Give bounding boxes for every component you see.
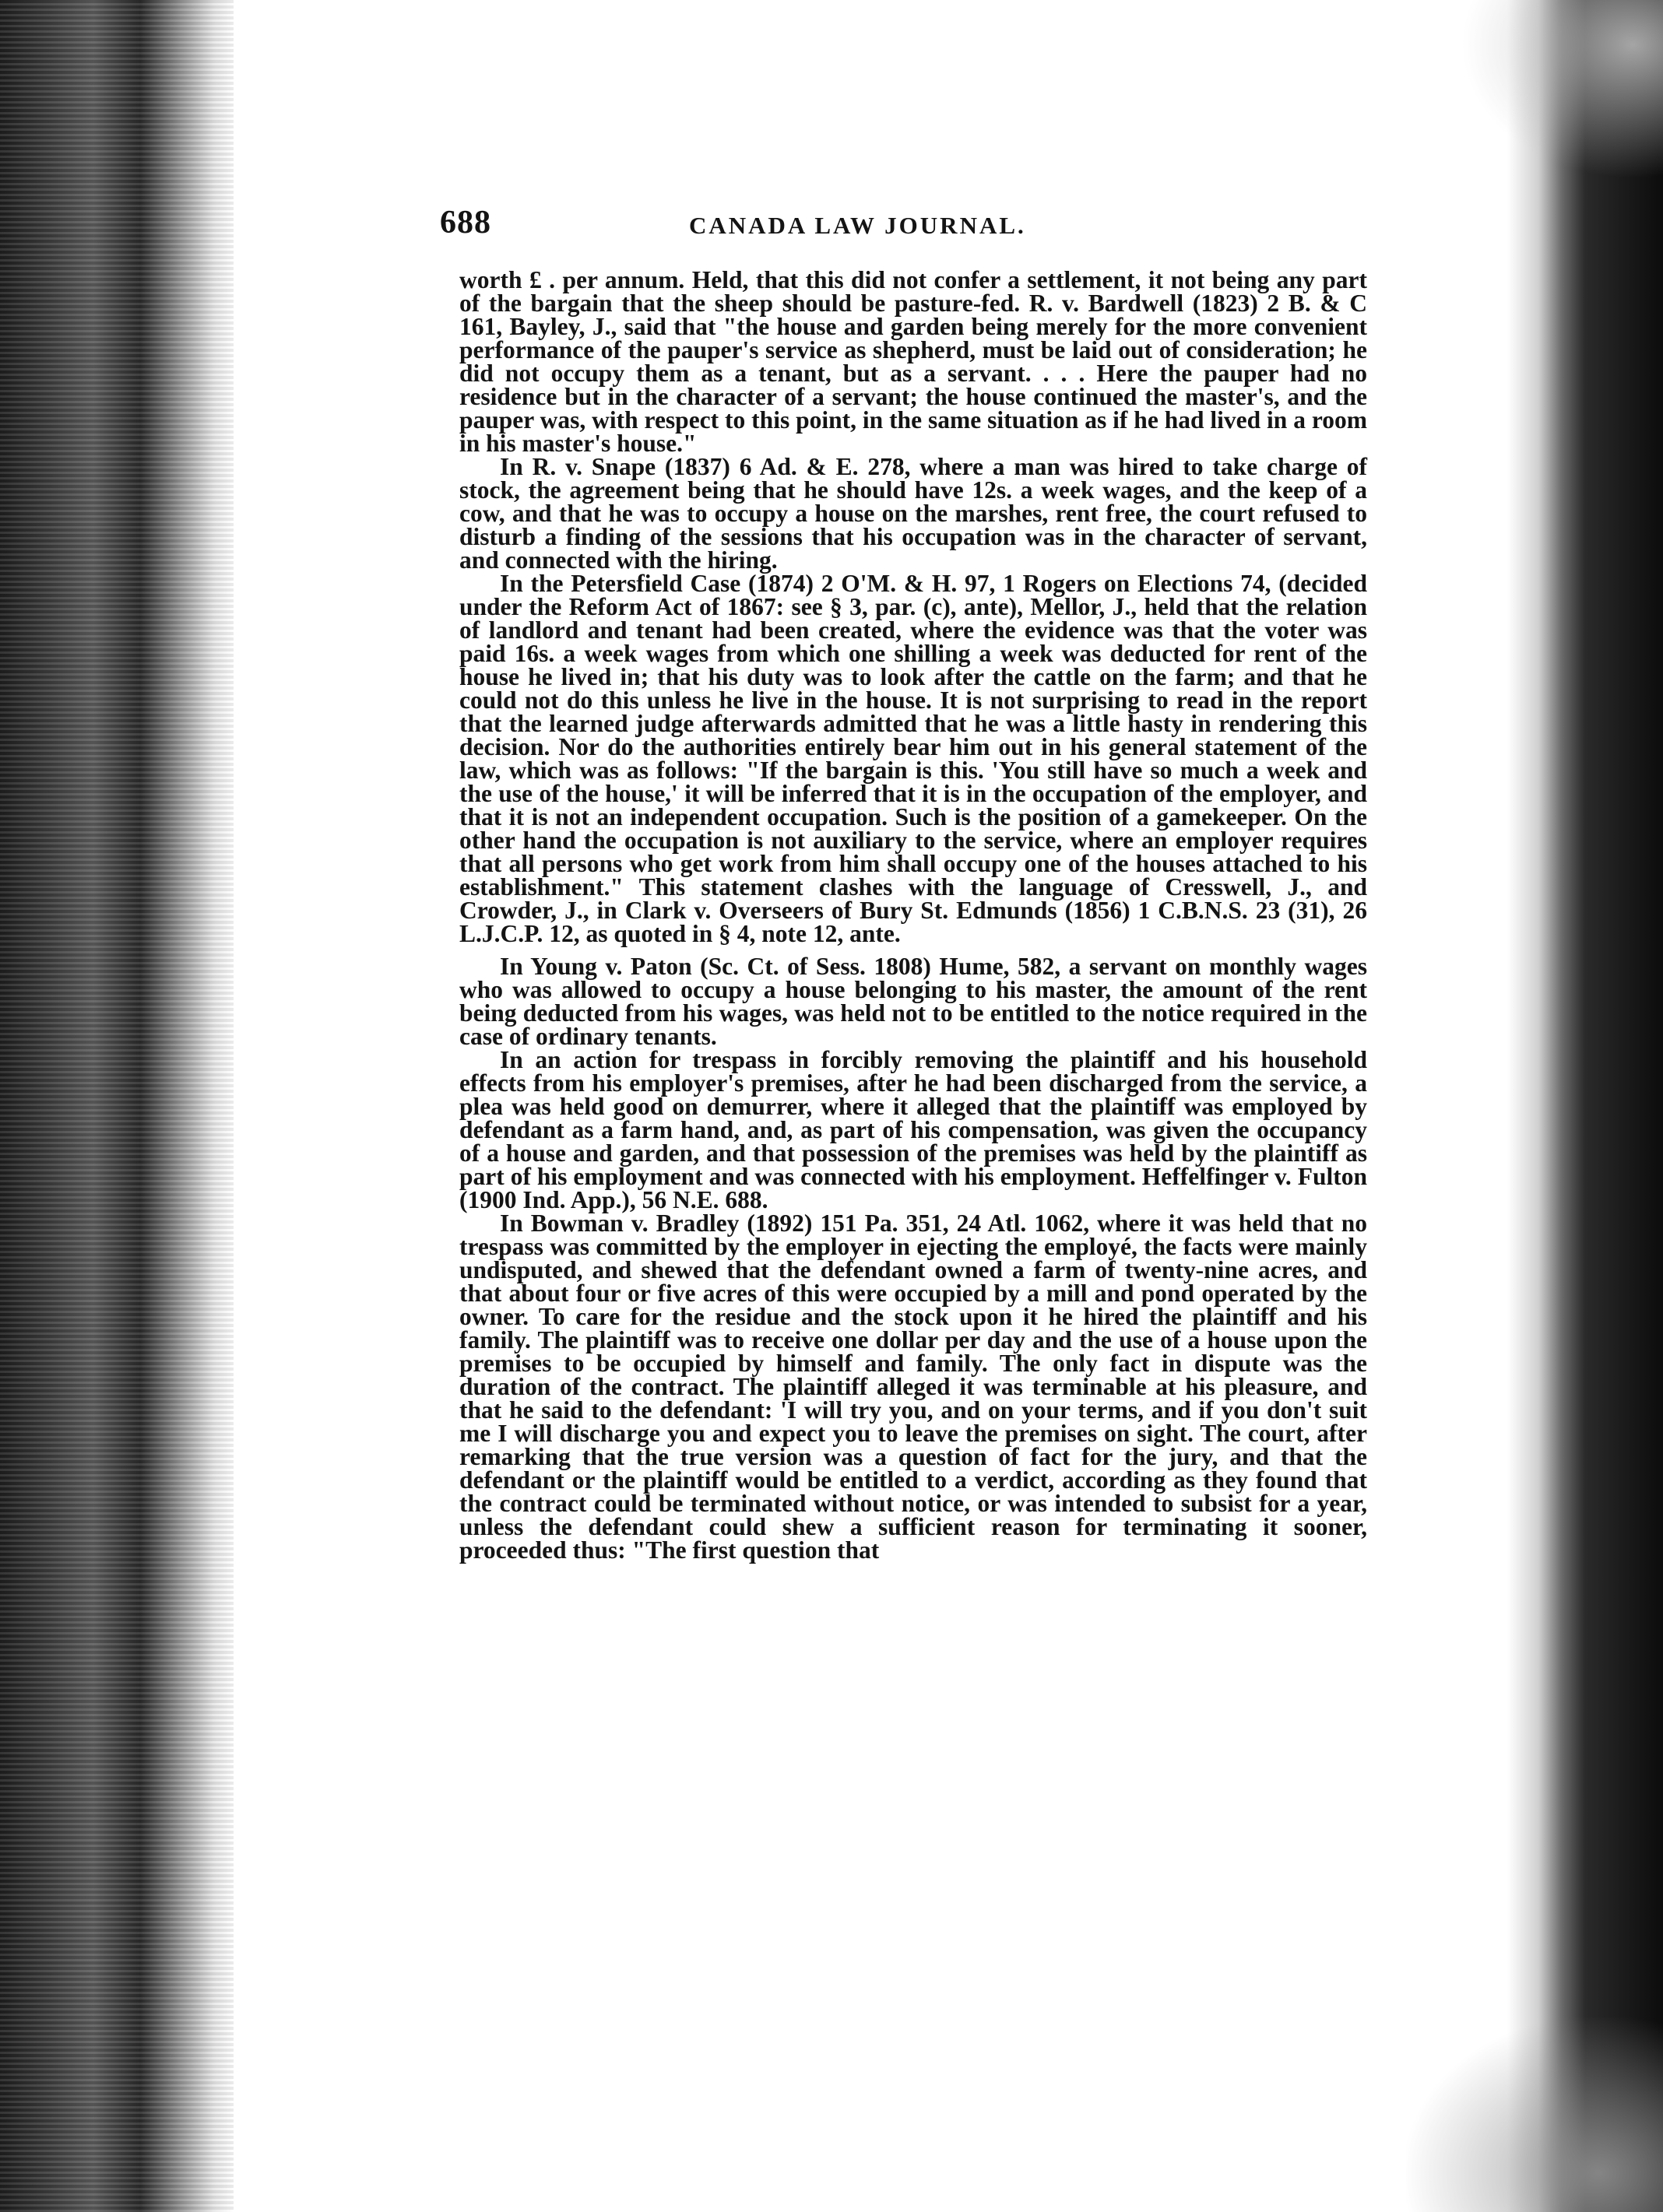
page-body — [459, 266, 1367, 1564]
paragraph: In the Petersfield Case (1874) 2 O'M. & H. 97, 1 Rogers on Elections 74, (decided under the Reform Act of 1867: see § 3, par. (c), ante), Mellor, J., held that the relation of landlord and tenant had been created, where the evidence was that the voter was paid 16s. a week wages from which one shilling a week was deducted for rent of the house he lived in; that his duty was to look after the cattle on the farm; and that he could not do this unless he live in the house. It is not surprising to read in the report that the learned judge afterwards admitted that he was a little hasty in rendering this decision. Nor do the authorities entirely bear him out in his general statement of the law, which was as follows: "If the bargain is this. 'You still have so much a week and the use of the house,' it will be inferred that it is in the occupation of the employer, and that it is not an independent occupation. Such is the position of a gamekeeper. On the other hand the occupation is not auxiliary to the service, where an employer requires that all persons who get work from him shall occupy one of the houses attached to his establishment." This statement clashes with the language of Cresswell, J., and Crowder, J., in Clark v. Overseers of Bury St. Edmunds (1856) 1 C.B.N.S. 23 (31), 26 L.J.C.P. 12, as quoted in § 4, note 12, ante. — [459, 570, 1367, 947]
paragraph: In R. v. Snape (1837) 6 Ad. & E. 278, where a man was hired to take charge of stock, the agreement being that he should have 12s. a week wages, and the keep of a cow, and that he was to occupy a house on the marshes, rent free, the court refused to disturb a finding of the sessions that his occupation was in the character of servant, and connected with the hiring. — [459, 453, 1367, 574]
paragraph: In Bowman v. Bradley (1892) 151 Pa. 351, 24 Atl. 1062, where it was held that no trespass was committed by the employer in ejecting the employé, the facts were mainly undisputed, and shewed that the defendant owned a farm of twenty-nine acres, and that about four or five acres of this were occupied by a mill and pond operated by the owner. To care for the residue and the stock upon it he hired the plaintiff and his family. The plaintiff was to receive one dollar per day and the use of a house upon the premises to be occupied by himself and family. The only fact in dispute was the duration of the contract. The plaintiff alleged it was terminable at his pleasure, and that he said to the defendant: 'I will try you, and on your terms, and if you don't suit me I will discharge you and expect you to leave the premises on sight. The court, after remarking that the true version was a question of fact for the jury, and that the defendant or the plaintiff would be entitled to a verdict, according as they found that the contract could be terminated without notice, or was intended to subsist for a year, unless the defendant could shew a sufficient reason for terminating it sooner, proceeded thus: "The first question that — [459, 1210, 1367, 1564]
paragraph: In an action for trespass in forcibly removing the plaintiff and his household effects from his employer's premises, after he had been discharged from the service, a plea was held good on demurrer, where it alleged that the plaintiff was employed by defendant as a farm hand, and, as part of his compensation, was given the occupancy of a house and garden, and that possession of the premises was held by the plaintiff as part of his employment and was connected with his employment. Heffelfinger v. Fulton (1900 Ind. App.), 56 N.E. 688. — [459, 1046, 1367, 1213]
scan-shadow-left — [0, 0, 234, 2212]
page-number: 688 — [440, 205, 491, 241]
paragraph: In Young v. Paton (Sc. Ct. of Sess. 1808) Hume, 582, a servant on monthly wages who was allowed to occupy a house belonging to his master, the amount of the rent being deducted from his wages, was held not to be entitled to the notice required in the case of ordinary tenants. — [459, 953, 1367, 1050]
running-head: CANADA LAW JOURNAL. — [689, 212, 1026, 239]
scan-speckle-top — [1461, 0, 1663, 179]
scan-shadow-right — [1507, 0, 1663, 2212]
page-header — [440, 204, 1366, 251]
paragraph: worth £ . per annum. Held, that this did not confer a settlement, it not being any part of the bargain that the sheep should be pasture-fed. R. v. Bardwell (1823) 2 B. & C 161, Bayley, J., said that "the house and garden being merely for the more convenient performance of the pauper's service as shepherd, must be laid out of consideration; he did not occupy them as a tenant, but as a servant. . . . Here the pauper had no residence but in the character of a servant; the house continued the master's, and the pauper was, with respect to this point, in the same situation as if he had lived in a room in his master's house." — [459, 266, 1367, 457]
scan-speckle-bottom — [1406, 2017, 1663, 2212]
